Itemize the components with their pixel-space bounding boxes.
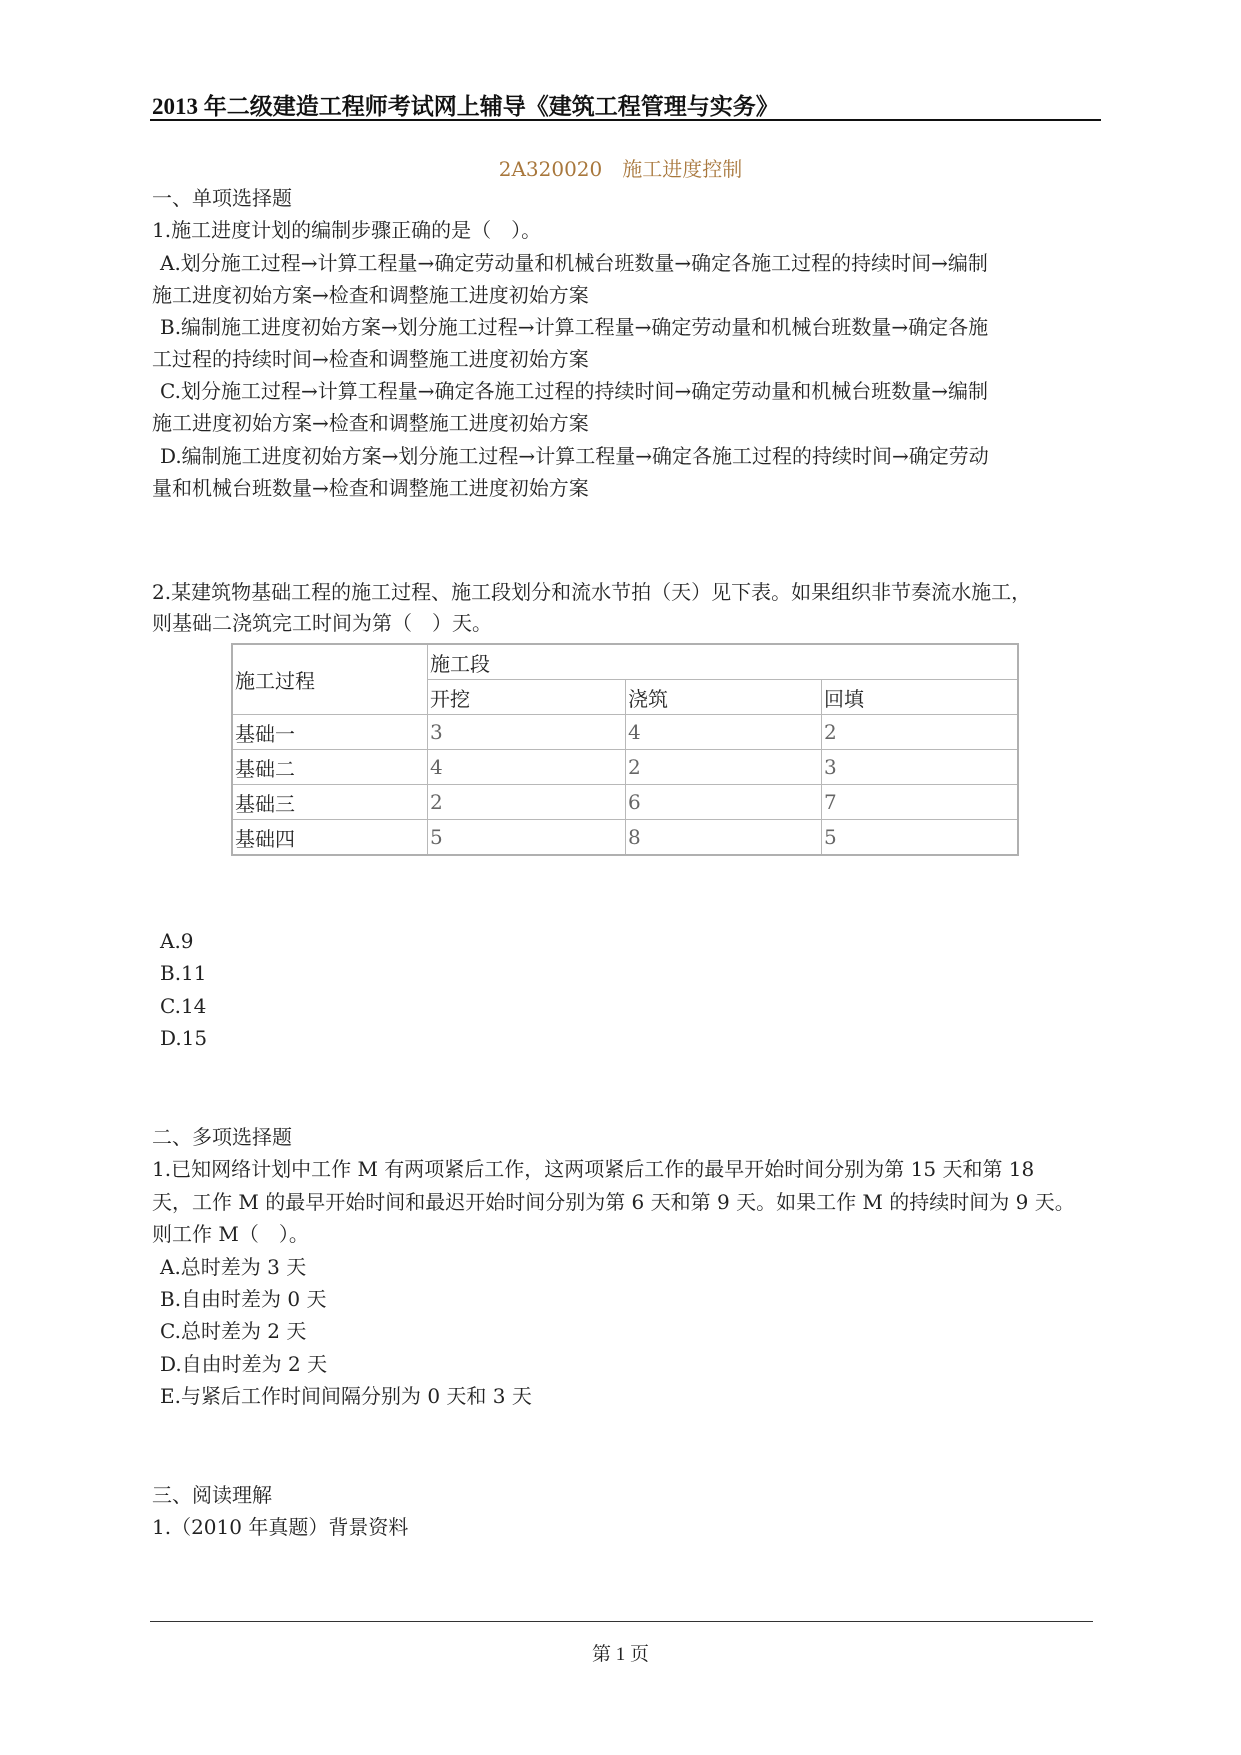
table-cell: 2 xyxy=(428,785,626,820)
q1-option-b-line1: B.编制施工进度初始方案→划分施工过程→计算工程量→确定劳动量和机械台班数量→确定各施 xyxy=(160,315,989,339)
q2-stem-line2: 则基础二浇筑完工时间为第（ ）天。 xyxy=(152,611,492,635)
q1-option-d-line2: 量和机械台班数量→检查和调整施工进度初始方案 xyxy=(152,476,589,500)
q1-option-c-line1: C.划分施工过程→计算工程量→确定各施工过程的持续时间→确定劳动量和机械台班数量→编制 xyxy=(160,379,988,403)
mq1-option-c: C.总时差为 2 天 xyxy=(160,1319,307,1343)
table-cell: 3 xyxy=(822,750,1019,785)
table-column-header: 开挖 xyxy=(428,680,626,715)
q2-option-b: B.11 xyxy=(160,961,207,985)
mq1-option-a: A.总时差为 3 天 xyxy=(160,1255,307,1279)
flow-beat-table xyxy=(231,643,1019,856)
mq1-stem-line2: 天，工作 M 的最早开始时间和最迟开始时间分别为第 6 天和第 9 天。如果工作 M 的持续时间为 9 天。 xyxy=(152,1190,1075,1214)
part3-heading: 三、阅读理解 xyxy=(152,1483,272,1507)
header-divider xyxy=(150,119,1101,121)
table-cell: 5 xyxy=(822,820,1019,856)
q1-option-b-line2: 工过程的持续时间→检查和调整施工进度初始方案 xyxy=(152,347,589,371)
table-cell: 2 xyxy=(626,750,822,785)
part2-heading: 二、多项选择题 xyxy=(152,1125,292,1149)
table-row-label: 基础三 xyxy=(232,785,428,820)
table-cell: 8 xyxy=(626,820,822,856)
mq1-stem-line1: 1.已知网络计划中工作 M 有两项紧后工作，这两项紧后工作的最早开始时间分别为第 15 天和第 18 xyxy=(152,1157,1035,1181)
table-row xyxy=(232,820,1018,856)
part1-heading: 一、单项选择题 xyxy=(152,186,292,210)
table-cell: 7 xyxy=(822,785,1019,820)
q1-option-d-line1: D.编制施工进度初始方案→划分施工过程→计算工程量→确定各施工过程的持续时间→确定劳动 xyxy=(160,444,989,468)
table-header-segment: 施工段 xyxy=(428,644,1019,680)
q1-option-c-line2: 施工进度初始方案→检查和调整施工进度初始方案 xyxy=(152,411,589,435)
table-cell: 3 xyxy=(428,715,626,750)
table-header-process: 施工过程 xyxy=(232,644,428,715)
table-row-label: 基础四 xyxy=(232,820,428,856)
page-number: 第 1 页 xyxy=(591,1644,649,1665)
table-cell: 4 xyxy=(428,750,626,785)
q2-option-d: D.15 xyxy=(160,1026,208,1050)
table-cell: 5 xyxy=(428,820,626,856)
mq1-option-b: B.自由时差为 0 天 xyxy=(160,1287,327,1311)
table-row-label: 基础二 xyxy=(232,750,428,785)
table-row xyxy=(232,750,1018,785)
table-column-header: 回填 xyxy=(822,680,1019,715)
q1-stem: 1.施工进度计划的编制步骤正确的是（ ）。 xyxy=(152,218,542,242)
mq1-option-d: D.自由时差为 2 天 xyxy=(160,1352,328,1376)
rq1-stem: 1.（2010 年真题）背景资料 xyxy=(152,1515,409,1539)
table-row-label: 基础一 xyxy=(232,715,428,750)
document-header-title: 2013 年二级建造工程师考试网上辅导《建筑工程管理与实务》 xyxy=(152,94,779,119)
table-row xyxy=(232,715,1018,750)
table-row xyxy=(232,785,1018,820)
mq1-stem-line3: 则工作 M（ ）。 xyxy=(152,1222,309,1246)
table-cell: 6 xyxy=(626,785,822,820)
q2-option-a: A.9 xyxy=(160,929,194,953)
footer-divider xyxy=(150,1621,1093,1622)
section-title: 2A320020 施工进度控制 xyxy=(498,157,743,181)
mq1-option-e: E.与紧后工作时间间隔分别为 0 天和 3 天 xyxy=(160,1384,532,1408)
table-cell: 2 xyxy=(822,715,1019,750)
table-column-header: 浇筑 xyxy=(626,680,822,715)
q1-option-a-line1: A.划分施工过程→计算工程量→确定劳动量和机械台班数量→确定各施工过程的持续时间→编制 xyxy=(160,251,988,275)
table-cell: 4 xyxy=(626,715,822,750)
table-header-row xyxy=(232,644,1018,680)
q1-option-a-line2: 施工进度初始方案→检查和调整施工进度初始方案 xyxy=(152,283,589,307)
q2-stem-line1: 2.某建筑物基础工程的施工过程、施工段划分和流水节拍（天）见下表。如果组织非节奏流水施工， xyxy=(152,580,1032,604)
q2-option-c: C.14 xyxy=(160,994,207,1018)
